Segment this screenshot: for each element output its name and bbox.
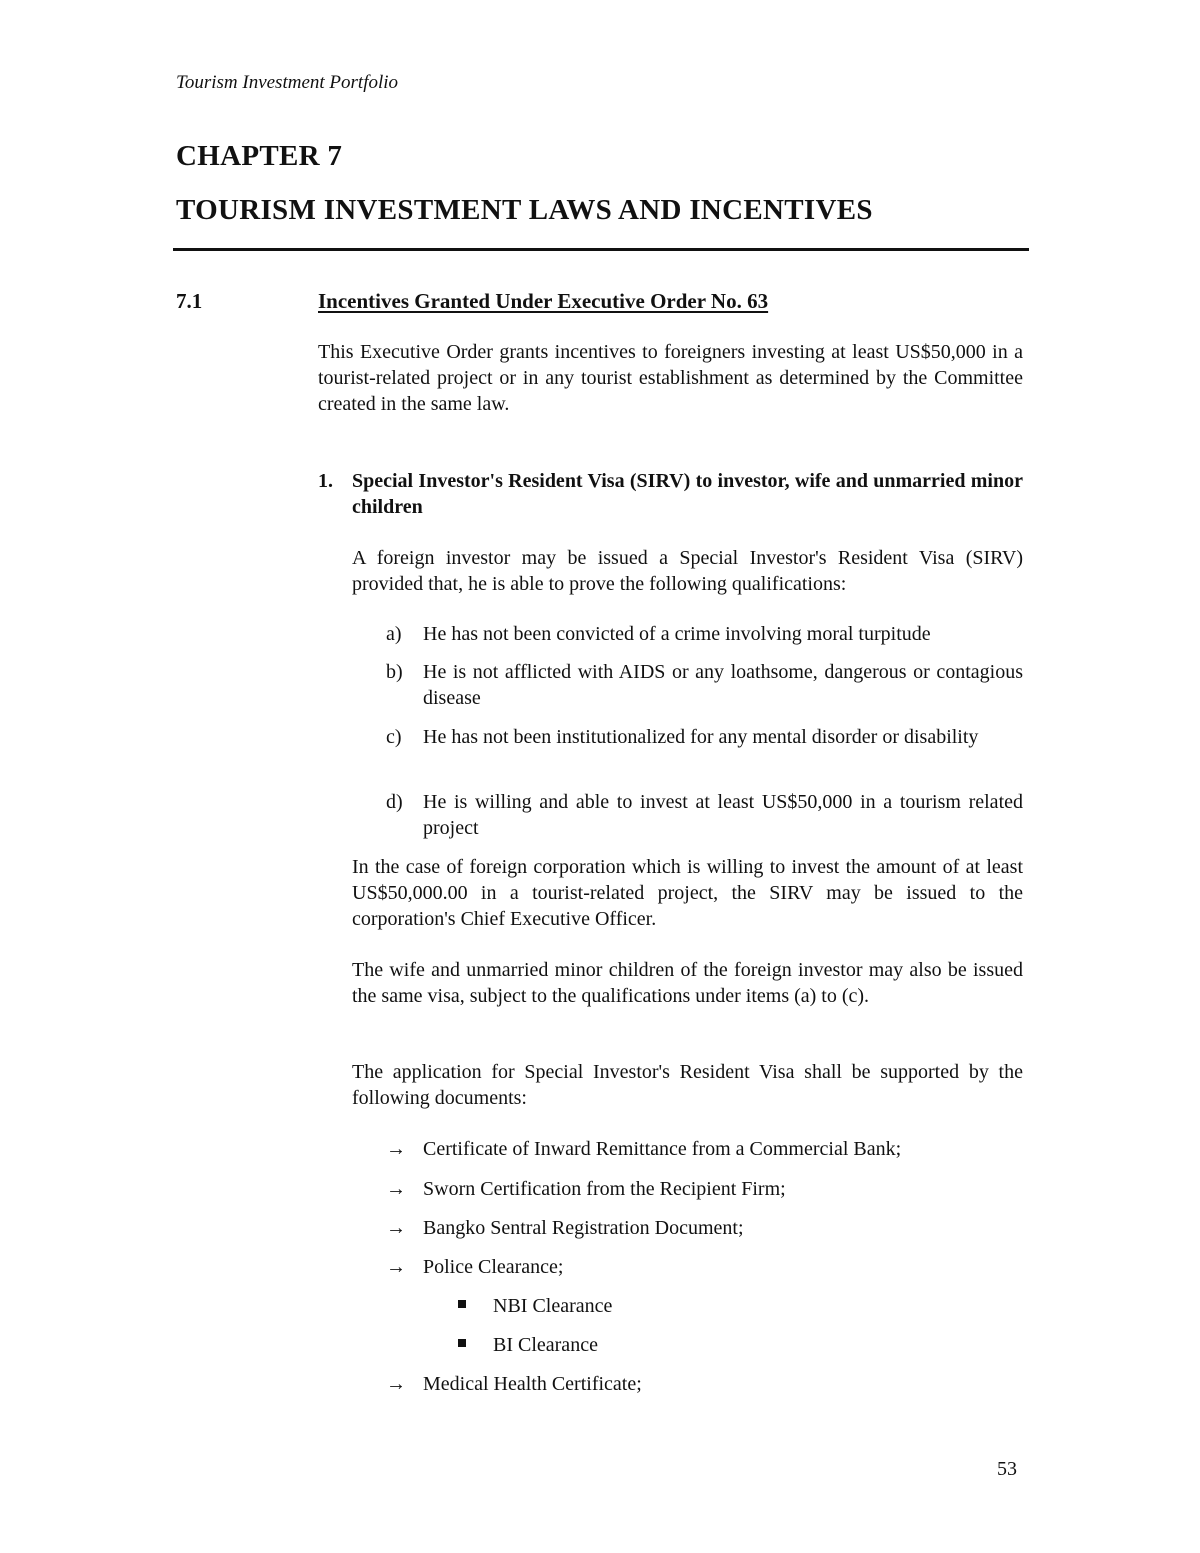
qualification-text: He has not been institutionalized for any mental disorder or disability <box>423 726 979 748</box>
document-item: Police Clearance; <box>423 1256 564 1278</box>
qualification-label: c) <box>386 726 402 748</box>
qualification-text: He has not been convicted of a crime involving moral turpitude <box>423 623 931 645</box>
document-item: Certificate of Inward Remittance from a Commercial Bank; <box>423 1138 902 1160</box>
arrow-icon: → <box>386 1217 406 1239</box>
square-bullet-icon <box>458 1339 466 1347</box>
qualification-text: He is not afflicted with AIDS or any loathsome, dangerous or contagious disease <box>423 661 1023 709</box>
arrow-icon: → <box>386 1256 406 1278</box>
clearance-subitem: NBI Clearance <box>493 1295 613 1317</box>
square-bullet-icon <box>458 1300 466 1308</box>
arrow-icon: → <box>386 1178 406 1200</box>
document-item: Medical Health Certificate; <box>423 1373 642 1395</box>
application-paragraph: The application for Special Investor's Resident Visa shall be supported by the following documents: <box>352 1061 1023 1109</box>
family-paragraph: The wife and unmarried minor children of the foreign investor may also be issued the same visa, subject to the qualifications under items (a) to (c). <box>352 959 1023 1007</box>
chapter-label: CHAPTER 7 <box>176 140 343 172</box>
qualification-text: He is willing and able to invest at least US$50,000 in a tourism related project <box>423 791 1023 839</box>
qualification-label: a) <box>386 623 402 645</box>
section-title: Incentives Granted Under Executive Order No. 63 <box>318 289 769 313</box>
running-header: Tourism Investment Portfolio <box>176 72 399 93</box>
item-title: Special Investor's Resident Visa (SIRV) to investor, wife and unmarried minor children <box>352 470 1023 518</box>
arrow-icon: → <box>386 1373 406 1395</box>
arrow-icon: → <box>386 1138 406 1160</box>
document-item: Sworn Certification from the Recipient Firm; <box>423 1178 786 1200</box>
chapter-title: TOURISM INVESTMENT LAWS AND INCENTIVES <box>176 194 873 226</box>
page-number: 53 <box>997 1458 1017 1480</box>
item-paragraph: A foreign investor may be issued a Special Investor's Resident Visa (SIRV) provided that, he is able to prove the following qualifications: <box>352 547 1023 595</box>
document-item: Bangko Sentral Registration Document; <box>423 1217 744 1239</box>
item-number: 1. <box>318 470 333 492</box>
corporation-paragraph: In the case of foreign corporation which is willing to invest the amount of at least US$50,000.00 in a tourist-related project, the SIRV may be issued to the corporation's Chief Executive Officer. <box>352 856 1023 930</box>
section-intro: This Executive Order grants incentives to foreigners investing at least US$50,000 in a tourist-related project or in any tourist establishment as determined by the Committee created in the same law. <box>318 341 1023 415</box>
qualification-label: b) <box>386 661 403 683</box>
qualification-label: d) <box>386 791 403 813</box>
title-divider <box>173 248 1029 251</box>
clearance-subitem: BI Clearance <box>493 1334 598 1356</box>
section-number: 7.1 <box>176 289 203 313</box>
